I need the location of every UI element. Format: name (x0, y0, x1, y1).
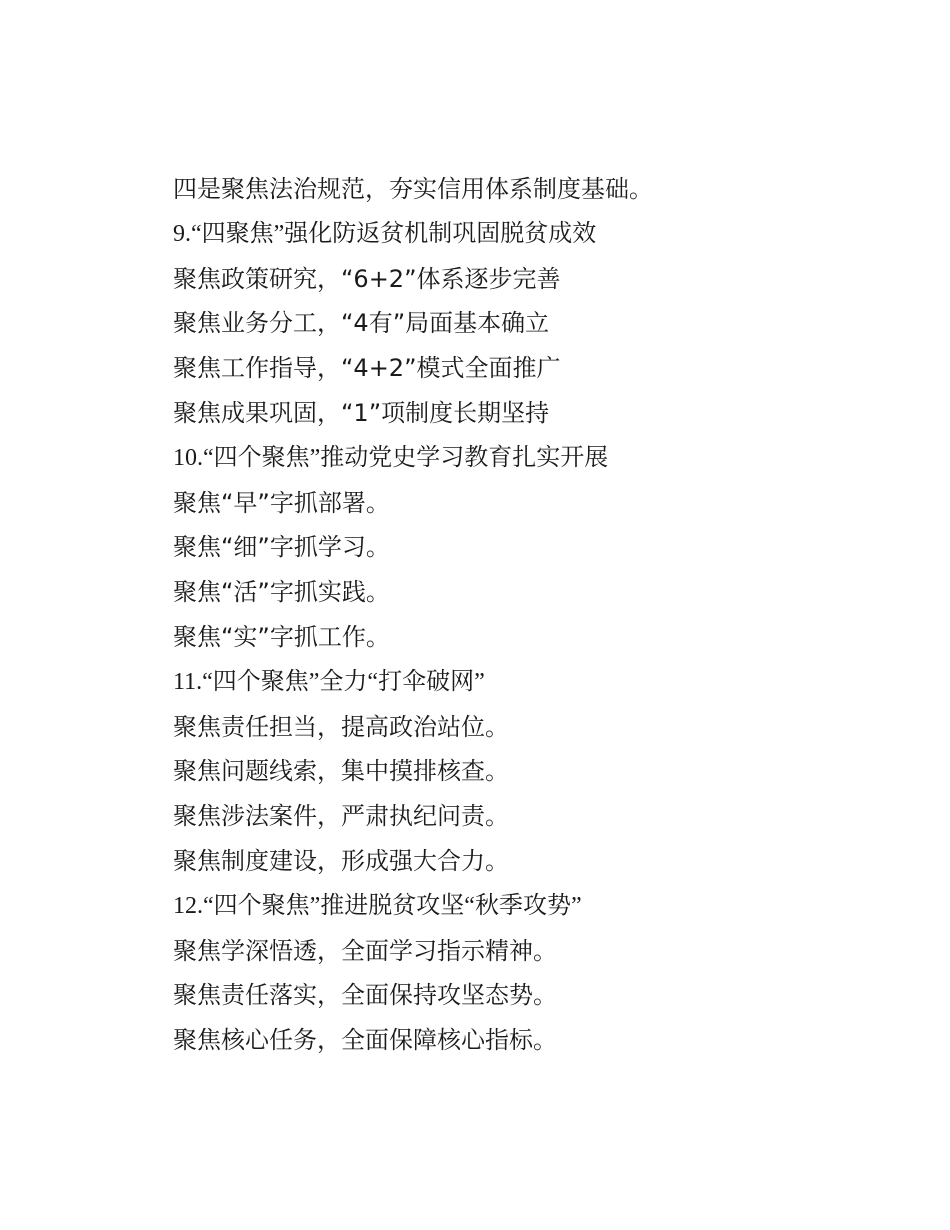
paragraph-line: 聚焦学深悟透，全面学习指示精神。 (173, 936, 557, 965)
paragraph-line: 聚焦业务分工，“4有”局面基本确立 (173, 309, 550, 338)
paragraph-line: 聚焦核心任务，全面保障核心指标。 (173, 1026, 557, 1055)
paragraph-line: 聚焦“细”字抓学习。 (173, 533, 390, 562)
paragraph-line: 聚焦“活”字抓实践。 (173, 578, 390, 607)
section-heading: 11.“四个聚焦”全力“打伞破网” (173, 668, 485, 695)
paragraph-line: 聚焦政策研究，“6+2”体系逐步完善 (173, 264, 561, 293)
section-heading: 10.“四个聚焦”推动党史学习教育扎实开展 (173, 444, 609, 471)
paragraph-line: 聚焦责任落实，全面保持攻坚态势。 (173, 981, 557, 1010)
paragraph-line: 聚焦工作指导，“4+2”模式全面推广 (173, 354, 561, 383)
paragraph-line: 聚焦“早”字抓部署。 (173, 488, 390, 517)
paragraph-line: 聚焦责任担当，提高政治站位。 (173, 712, 509, 741)
paragraph-line: 四是聚焦法治规范，夯实信用体系制度基础。 (173, 175, 653, 203)
paragraph-line: 聚焦问题线索，集中摸排核查。 (173, 757, 509, 786)
section-heading: 12.“四个聚焦”推进脱贫攻坚“秋季攻势” (173, 892, 582, 919)
document-body (173, 167, 873, 1063)
paragraph-line: 聚焦成果巩固，“1”项制度长期坚持 (173, 398, 550, 427)
paragraph-line: 聚焦涉法案件，严肃执纪问责。 (173, 802, 509, 831)
paragraph-line: 聚焦制度建设，形成强大合力。 (173, 846, 509, 875)
paragraph-line: 聚焦“实”字抓工作。 (173, 622, 390, 651)
section-heading: 9.“四聚焦”强化防返贫机制巩固脱贫成效 (173, 220, 597, 247)
